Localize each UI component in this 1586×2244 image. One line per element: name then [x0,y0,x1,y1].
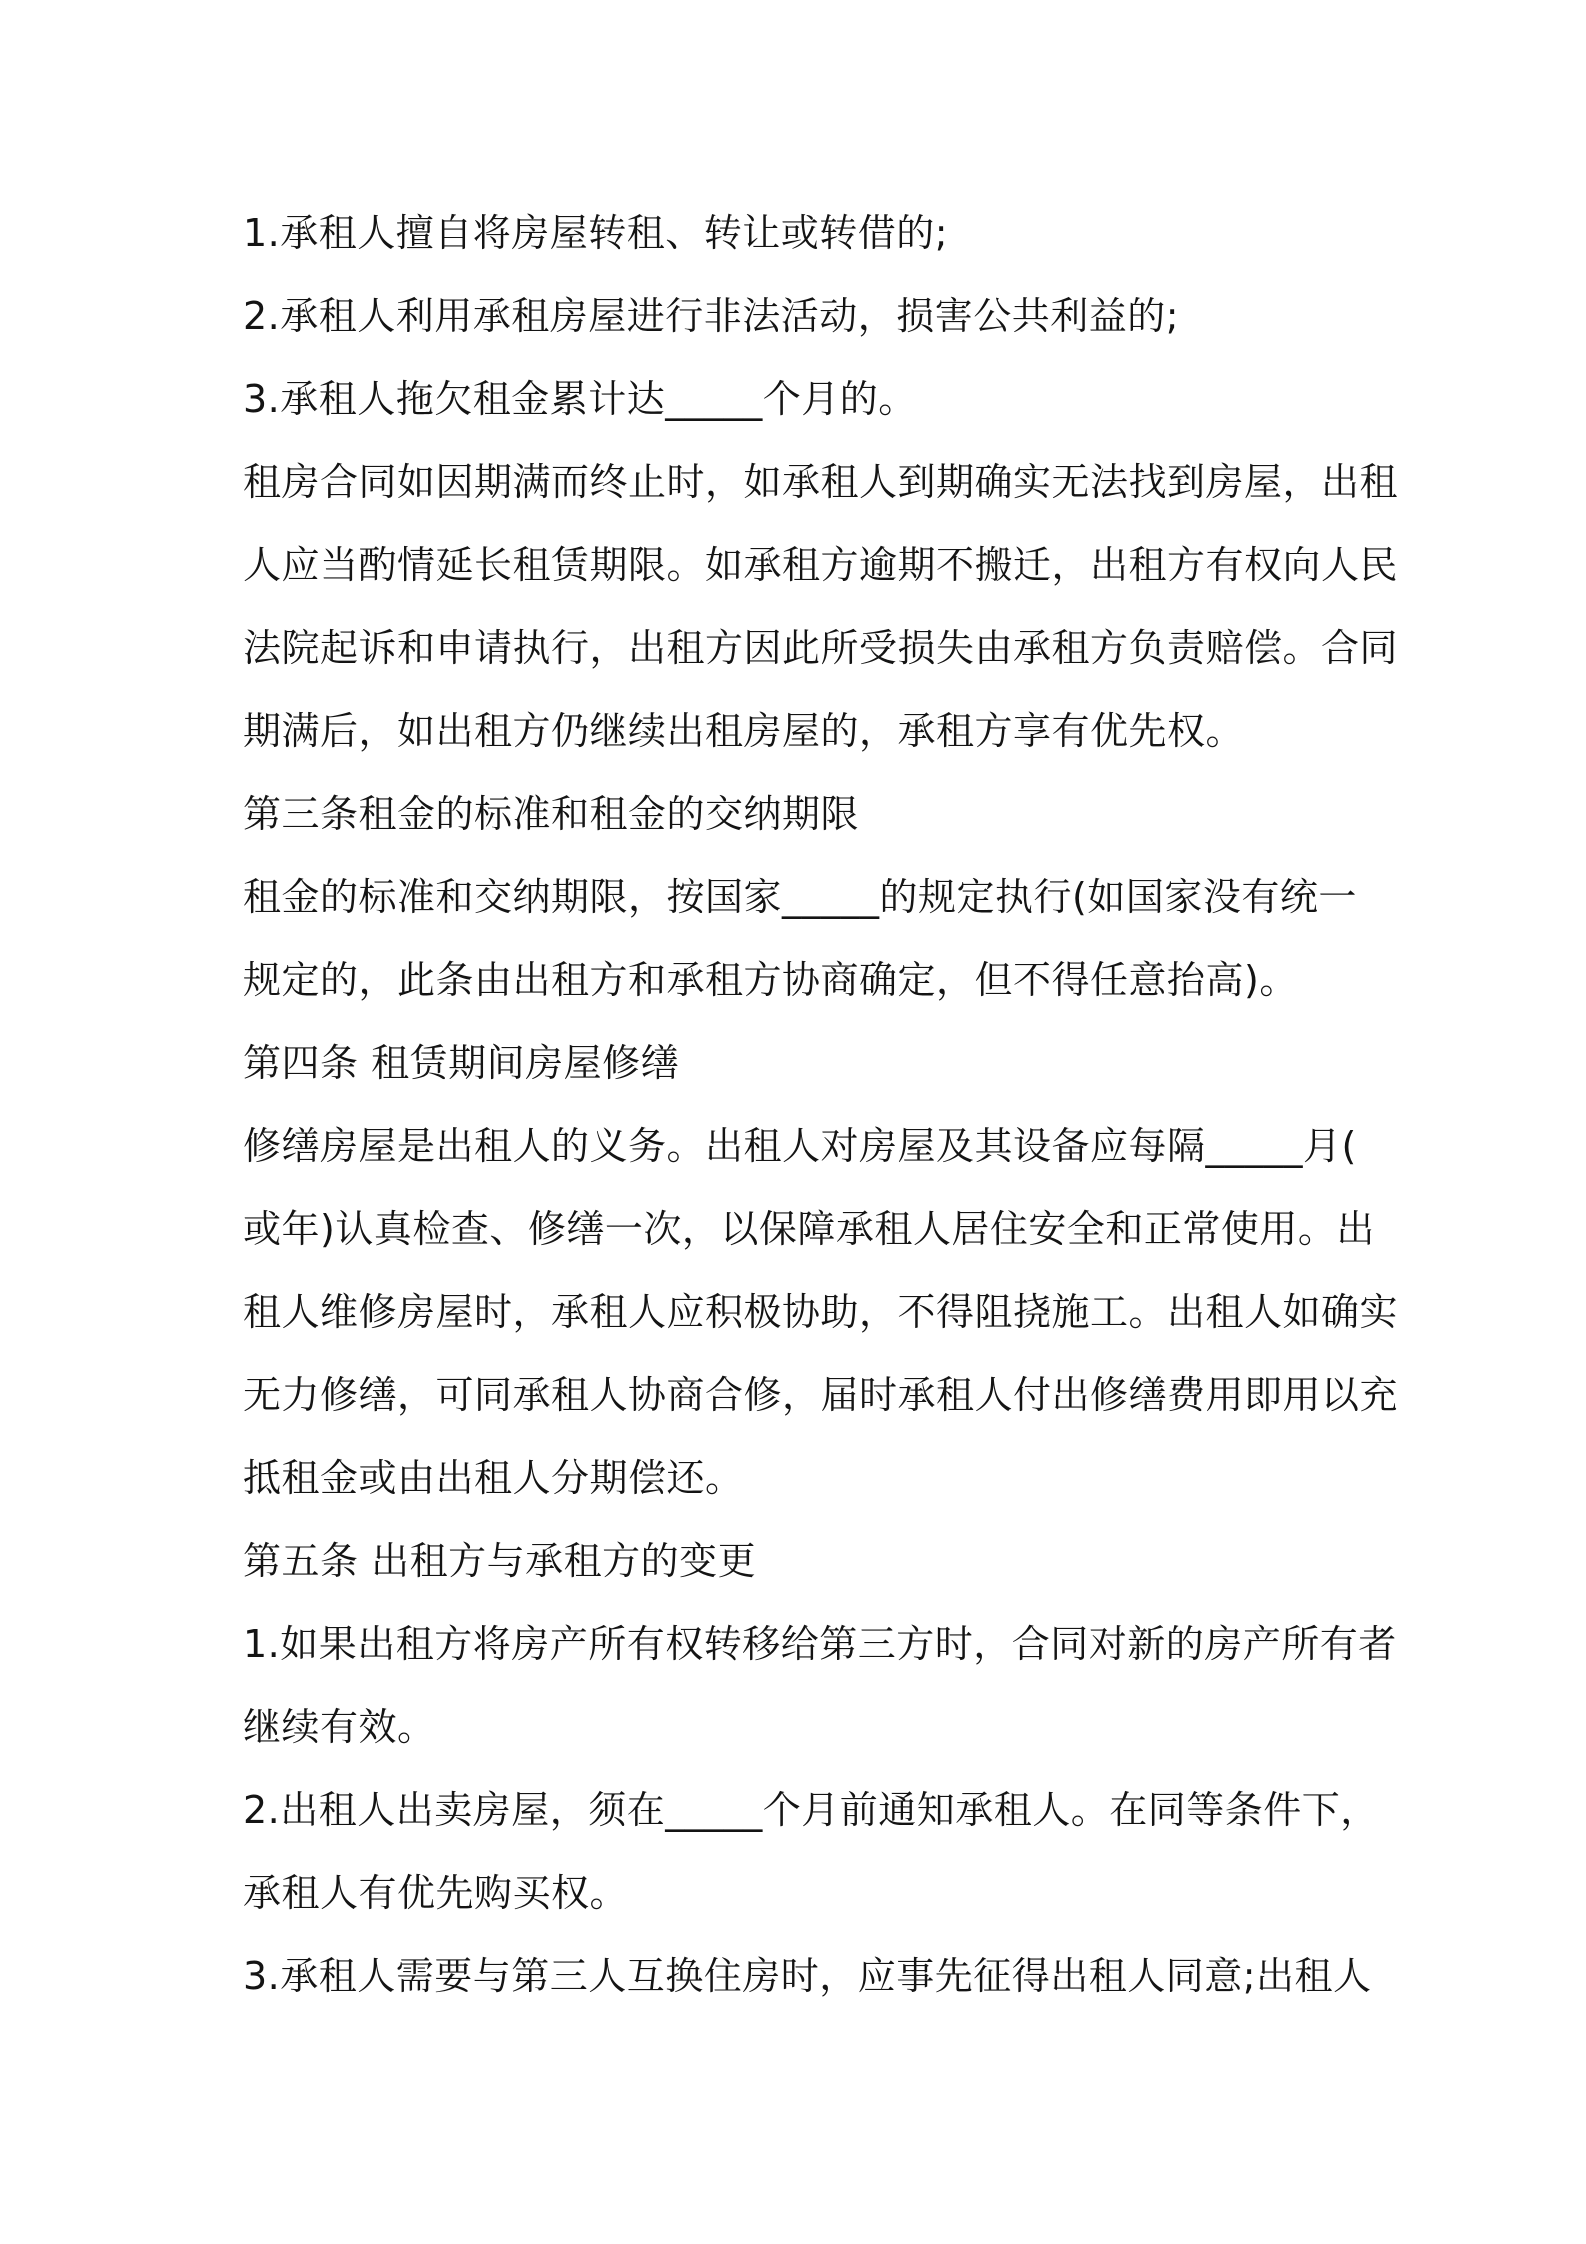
section-heading: 第三条租金的标准和租金的交纳期限 [243,792,860,836]
text-line: 修缮房屋是出租人的义务。出租人对房屋及其设备应每隔_____月( [243,1124,1357,1168]
text-line: 抵租金或由出租人分期偿还。 [243,1456,744,1500]
section-heading: 第五条 出租方与承租方的变更 [243,1539,757,1583]
text-line: 租人维修房屋时，承租人应积极协助，不得阻挠施工。出租人如确实 [243,1290,1399,1334]
paragraph-rent [243,856,1360,1022]
text-line: 2.承租人利用承租房屋进行非法活动，损害公共利益的; [243,294,1180,338]
text-line: 继续有效。 [243,1705,436,1749]
text-line: 3.承租人拖欠租金累计达_____个月的。 [243,377,917,421]
text-line: 1.如果出租方将房产所有权转移给第三方时，合同对新的房产所有者 [243,1622,1397,1666]
text-line: 规定的，此条由出租方和承租方协商确定，但不得任意抬高)。 [243,958,1298,1002]
text-line: 租金的标准和交纳期限，按国家_____的规定执行(如国家没有统一 [243,875,1357,919]
text-line: 法院起诉和申请执行，出租方因此所受损失由承租方负责赔偿。合同 [243,626,1399,670]
article-5-item-3 [243,1935,1372,2018]
clause-item-3 [243,358,1360,441]
heading-article-5 [243,1520,1360,1603]
text-line: 租房合同如因期满而终止时，如承租人到期确实无法找到房屋，出租 [243,460,1399,504]
clause-item-1 [243,192,1360,275]
text-line: 或年)认真检查、修缮一次，以保障承租人居住安全和正常使用。出 [243,1207,1375,1251]
text-line: 期满后，如出租方仍继续出租房屋的，承租方享有优先权。 [243,709,1245,753]
text-line: 无力修缮，可同承租人协商合修，届时承租人付出修缮费用即用以充 [243,1373,1399,1417]
text-line: 人应当酌情延长租赁期限。如承租方逾期不搬迁，出租方有权向人民 [243,543,1399,587]
heading-article-3 [243,773,1360,856]
text-line: 1.承租人擅自将房屋转租、转让或转借的; [243,211,949,255]
section-heading: 第四条 租赁期间房屋修缮 [243,1041,680,1085]
article-5-item-1 [243,1603,1397,1769]
heading-article-4 [243,1022,1360,1105]
paragraph-expiry [243,441,1399,773]
paragraph-repair [243,1105,1399,1520]
text-line: 3.承租人需要与第三人互换住房时，应事先征得出租人同意;出租人 [243,1954,1372,1998]
text-line: 2.出租人出卖房屋，须在_____个月前通知承租人。在同等条件下， [243,1788,1379,1832]
article-5-item-2 [243,1769,1379,1935]
clause-item-2 [243,275,1360,358]
text-line: 承租人有优先购买权。 [243,1871,629,1915]
